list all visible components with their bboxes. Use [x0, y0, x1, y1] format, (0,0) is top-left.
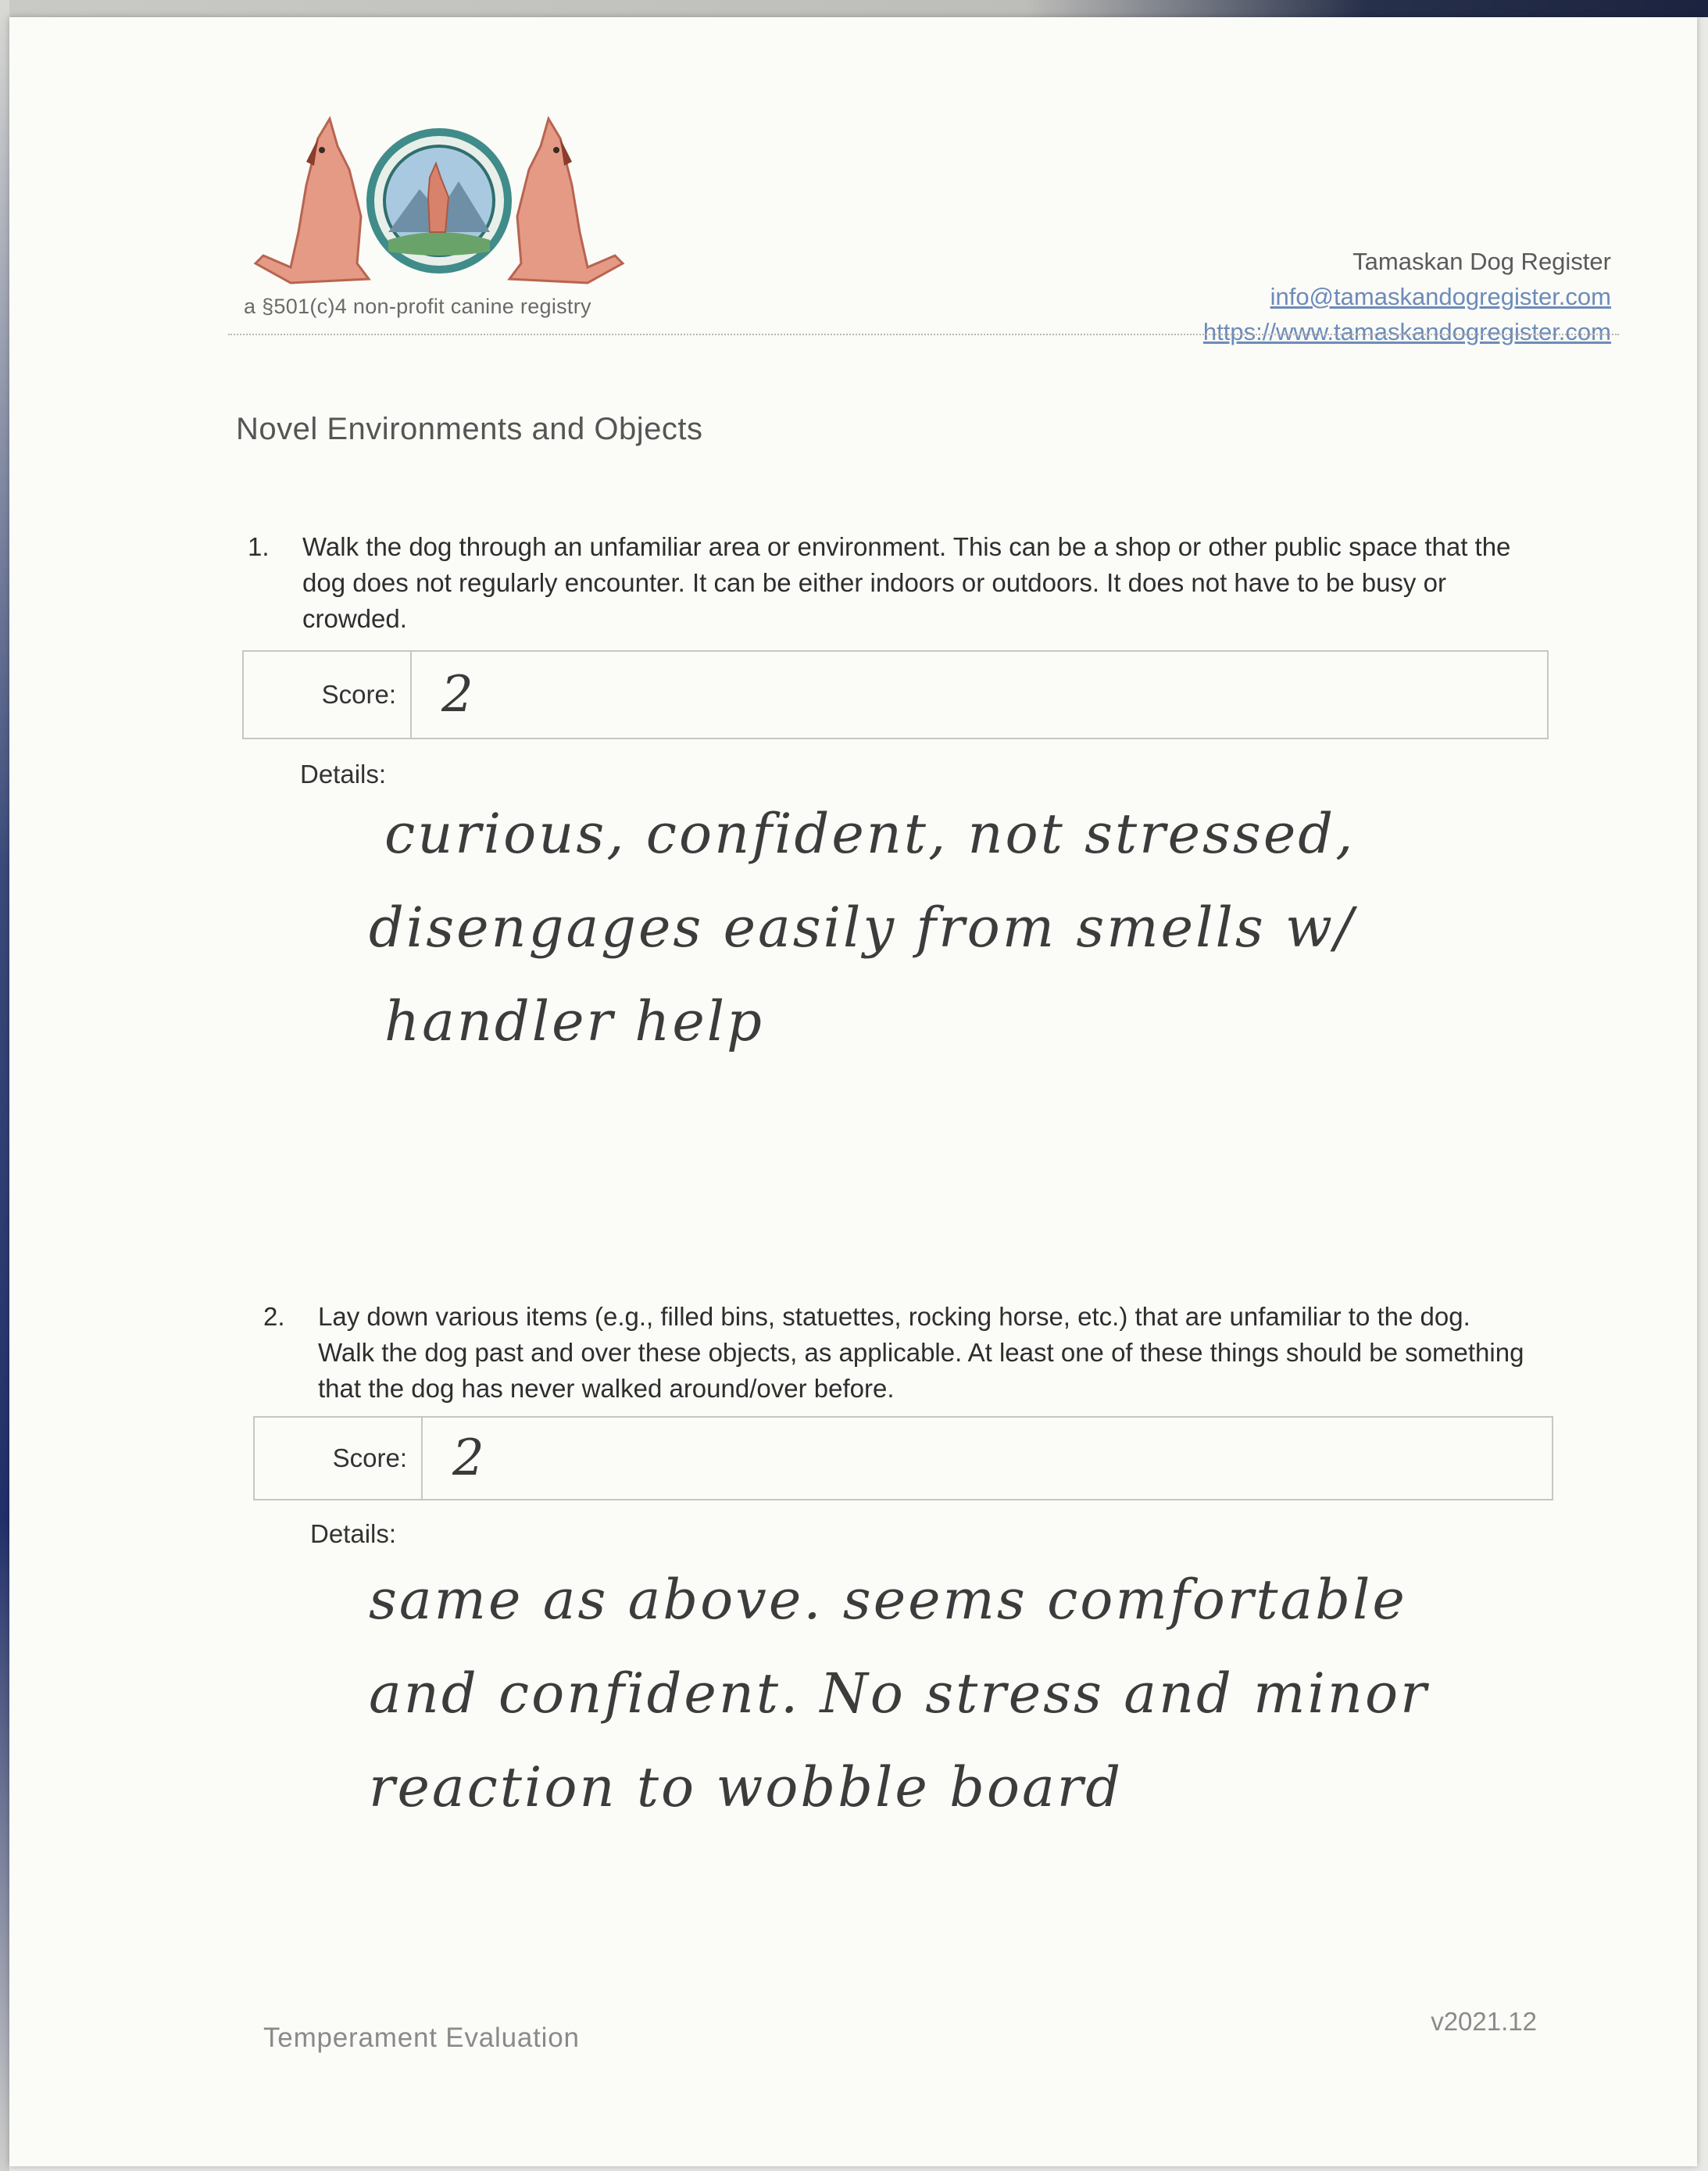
scan-edge-left — [0, 0, 9, 2171]
question-2 — [263, 1299, 1529, 1407]
details-line: and confident. No stress and minor — [369, 1661, 1429, 1726]
form-name: Temperament Evaluation — [263, 2023, 580, 2053]
registry-tagline: a §501(c)4 non-profit canine registry — [244, 295, 591, 318]
score-field-1[interactable] — [242, 650, 1549, 739]
details-handwritten-notes-1[interactable] — [369, 787, 1478, 1068]
registry-logo — [244, 115, 634, 295]
details-label: Details: — [300, 760, 387, 789]
question-number: 2. — [263, 1302, 285, 1331]
details-label: Details: — [310, 1519, 397, 1548]
question-1 — [248, 529, 1529, 637]
email-link[interactable]: info@tamaskandogregister.com — [1270, 283, 1611, 310]
scan-edge-top — [0, 0, 1708, 17]
howling-dog-left-icon — [255, 119, 369, 283]
details-line: handler help — [384, 989, 764, 1053]
question-number: 1. — [248, 532, 270, 561]
details-line: same as above. seems comfortable — [369, 1568, 1407, 1632]
question-text: Walk the dog through an unfamiliar area or environment. This can be a shop or other public space that the dog does not regularly encounter. It can be either indoors or outdoors. It does not have to be busy or crowded. — [302, 532, 1511, 633]
details-line: reaction to wobble board — [369, 1755, 1124, 1819]
section-title: Novel Environments and Objects — [236, 412, 703, 446]
details-line: disengages easily from smells w/ — [369, 896, 1356, 960]
website-link[interactable]: https://www.tamaskandogregister.com — [1202, 318, 1611, 345]
score-field-2[interactable] — [253, 1416, 1553, 1500]
form-version: v2021.12 — [1431, 2007, 1537, 2036]
score-label: Score: — [255, 1418, 423, 1499]
score-value[interactable]: 2 — [452, 1429, 484, 1487]
howling-dog-right-icon — [509, 119, 623, 283]
organization-name: Tamaskan Dog Register — [1352, 248, 1611, 275]
score-value[interactable]: 2 — [441, 666, 473, 724]
details-handwritten-notes-2[interactable] — [369, 1553, 1541, 1834]
registry-seal-icon — [370, 132, 508, 270]
score-label: Score: — [244, 652, 412, 738]
header-divider — [228, 334, 1619, 335]
document-page — [9, 17, 1697, 2166]
question-text: Lay down various items (e.g., filled bins, statuettes, rocking horse, etc.) that are unfamiliar to the dog. Walk the dog past and over these objects, as applicable. At least one of these things should be something that the dog has never walked around/over before. — [318, 1302, 1524, 1403]
details-line: curious, confident, not stressed, — [384, 802, 1356, 866]
